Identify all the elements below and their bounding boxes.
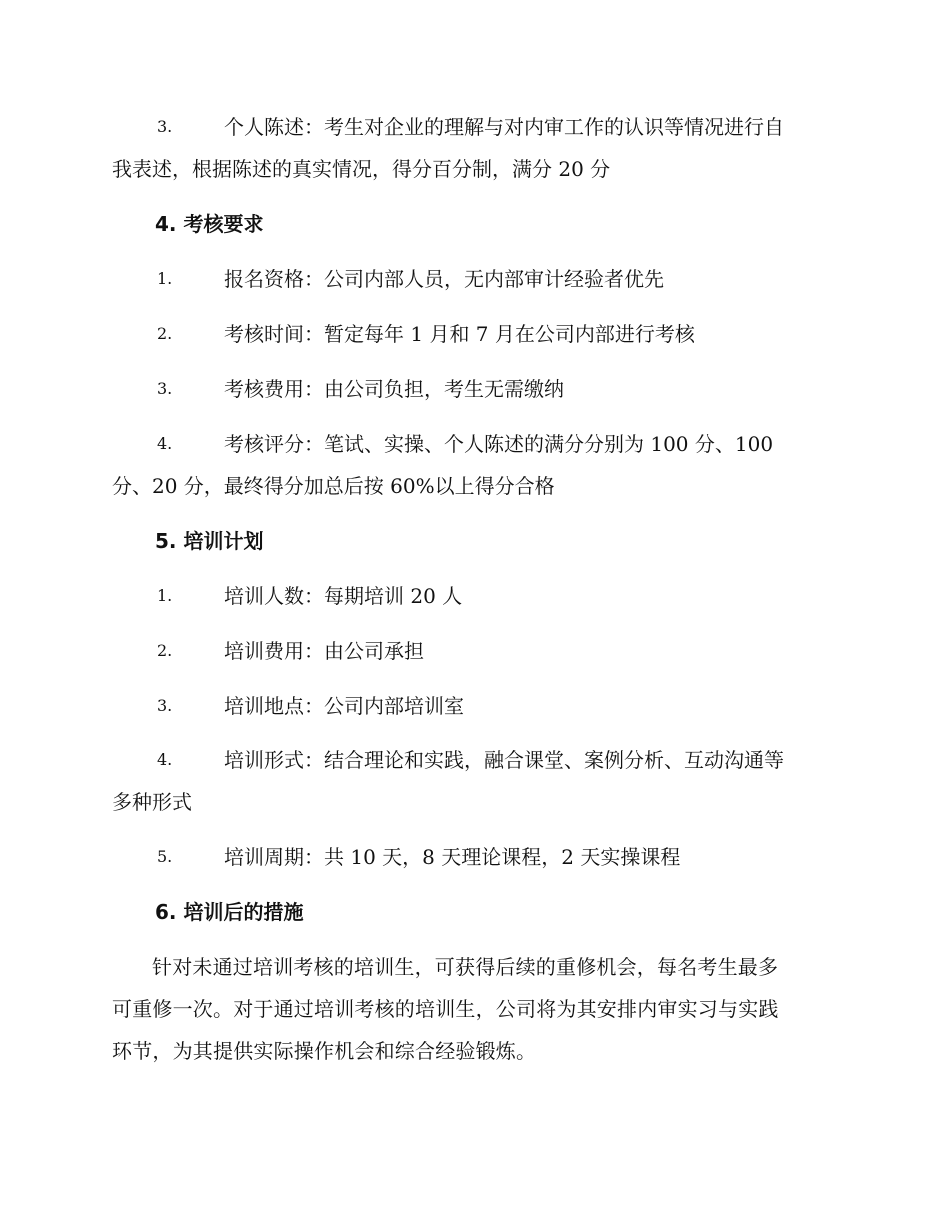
list-item	[112, 739, 834, 823]
list-item	[112, 368, 834, 410]
list-item	[112, 630, 834, 672]
section-heading: 6. 培训后的措施	[155, 900, 304, 924]
list-item	[112, 836, 834, 878]
section-heading: 5. 培训计划	[155, 529, 264, 553]
list-item	[112, 423, 834, 507]
list-number: 4.	[157, 750, 173, 769]
list-item-text: 考核费用：由公司负担，考生无需缴纳	[224, 377, 564, 401]
body-paragraph	[112, 946, 834, 1072]
paragraph-line: 环节，为其提供实际操作机会和综合经验锻炼。	[112, 1039, 537, 1063]
list-number: 1.	[157, 586, 173, 605]
list-item	[112, 106, 834, 190]
list-item-text: 培训人数：每期培训 20 人	[224, 584, 463, 608]
list-item-text: 考核时间：暂定每年 1 月和 7 月在公司内部进行考核	[224, 322, 695, 346]
list-item	[112, 258, 834, 300]
section-heading: 4. 考核要求	[155, 212, 264, 236]
list-number: 3.	[157, 379, 173, 398]
list-number: 2.	[157, 324, 173, 343]
list-item	[112, 685, 834, 727]
list-item-text: 培训费用：由公司承担	[224, 639, 424, 663]
list-item-text-continued: 分、20 分，最终得分加总后按 60%以上得分合格	[112, 474, 555, 498]
list-item-text: 培训周期：共 10 天，8 天理论课程，2 天实操课程	[224, 845, 681, 869]
list-item-text: 培训形式：结合理论和实践，融合课堂、案例分析、互动沟通等	[224, 748, 784, 772]
list-item	[112, 575, 834, 617]
list-number: 5.	[157, 847, 173, 866]
list-item-text-continued: 我表述，根据陈述的真实情况，得分百分制，满分 20 分	[112, 157, 611, 181]
list-number: 1.	[157, 269, 173, 288]
list-number: 4.	[157, 434, 173, 453]
list-number: 3.	[157, 696, 173, 715]
paragraph-line: 可重修一次。对于通过培训考核的培训生，公司将为其安排内审实习与实践	[112, 997, 779, 1021]
list-number: 3.	[157, 117, 173, 136]
list-item-text-continued: 多种形式	[112, 790, 192, 814]
list-item-text: 培训地点：公司内部培训室	[224, 694, 464, 718]
list-item-text: 考核评分：笔试、实操、个人陈述的满分分别为 100 分、100	[224, 432, 774, 456]
list-item-text: 报名资格：公司内部人员，无内部审计经验者优先	[224, 267, 664, 291]
paragraph-line: 针对未通过培训考核的培训生，可获得后续的重修机会，每名考生最多	[152, 955, 779, 979]
list-item-text: 个人陈述：考生对企业的理解与对内审工作的认识等情况进行自	[224, 115, 784, 139]
list-item	[112, 313, 834, 355]
list-number: 2.	[157, 641, 173, 660]
